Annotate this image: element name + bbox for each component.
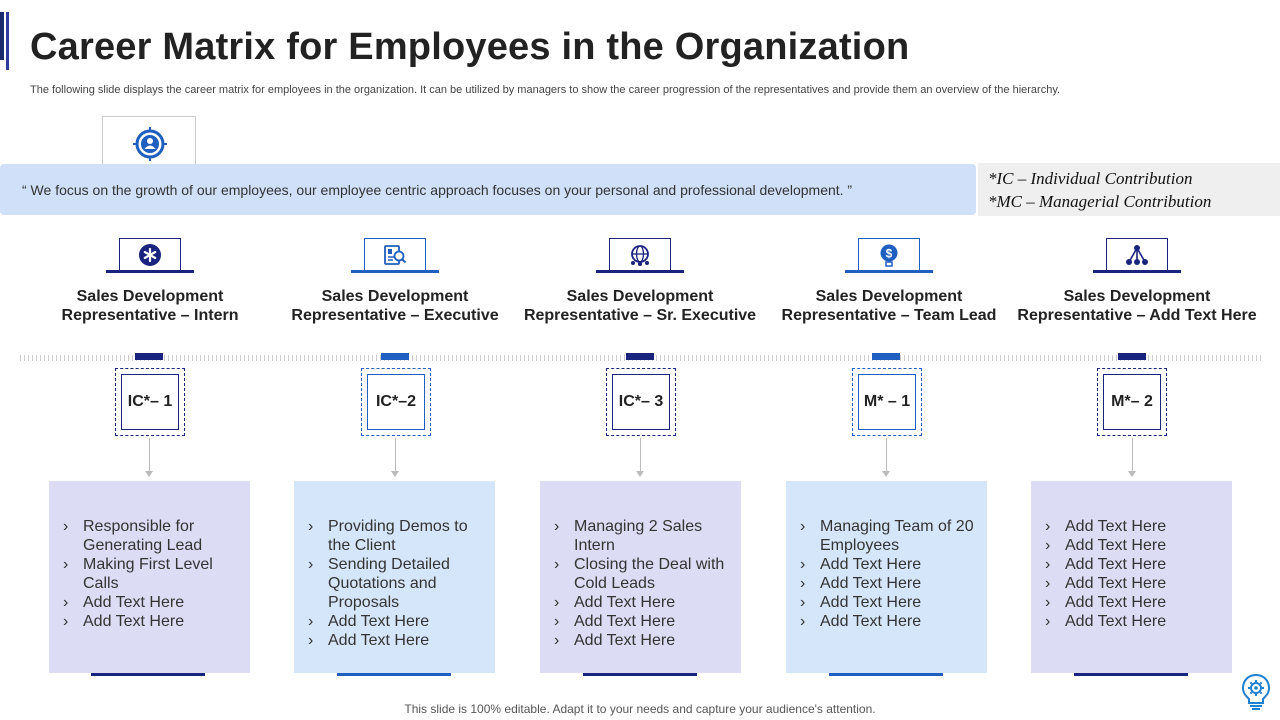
role-line-2: Representative – Executive xyxy=(291,307,499,324)
card-underline xyxy=(583,673,697,676)
list-item: › Add Text Here xyxy=(800,612,977,631)
connector-line xyxy=(395,438,396,474)
list-item: › Managing 2 Sales Intern xyxy=(554,517,731,555)
level-label: IC*–2 xyxy=(367,374,425,430)
list-item: › Add Text Here xyxy=(1045,593,1222,612)
responsibility-card-2 xyxy=(294,481,495,673)
list-item: › Add Text Here xyxy=(1045,612,1222,631)
role-title xyxy=(252,287,538,325)
dollar-bulb-icon xyxy=(877,243,901,267)
connector-line xyxy=(886,438,887,474)
responsibility-list xyxy=(554,517,731,650)
list-item: › Managing Team of 20 Employees xyxy=(800,517,977,555)
monitor-base xyxy=(596,270,684,273)
list-item: › Sending Detailed Quotations and Proposals xyxy=(308,555,485,612)
list-item: › Add Text Here xyxy=(308,612,485,631)
role-monitor-frame xyxy=(119,238,181,270)
timeline-marker xyxy=(381,353,409,360)
connector-line xyxy=(149,438,150,474)
level-badge-3 xyxy=(606,368,676,436)
card-underline xyxy=(1074,673,1188,676)
id-card-search-icon xyxy=(383,243,407,267)
connector-arrow xyxy=(636,471,644,477)
connector-line xyxy=(1132,438,1133,474)
role-monitor-frame xyxy=(609,238,671,270)
legend-mc: *MC – Managerial Contribution xyxy=(988,192,1212,211)
role-line-1: Sales Development xyxy=(76,288,224,305)
responsibility-card-4 xyxy=(786,481,987,673)
page-title: Career Matrix for Employees in the Organization xyxy=(30,26,910,68)
card-underline xyxy=(829,673,943,676)
level-label: M*– 2 xyxy=(1103,374,1161,430)
list-item: › Providing Demos to the Client xyxy=(308,517,485,555)
monitor-base xyxy=(1093,270,1181,273)
list-item: › Add Text Here xyxy=(308,631,485,650)
card-underline xyxy=(91,673,205,676)
page-subtitle: The following slide displays the career matrix for employees in the organization. It can be utilized by managers to show the career progression of the representatives and provide them an overview of the hierarchy. xyxy=(30,84,1061,96)
title-accent-bar-secondary xyxy=(6,12,9,70)
role-title xyxy=(497,287,783,325)
level-label: M* – 1 xyxy=(858,374,916,430)
role-line-2: Representative – Intern xyxy=(61,307,239,324)
hierarchy-nodes-icon xyxy=(1125,243,1149,267)
level-badge-1 xyxy=(115,368,185,436)
monitor-base xyxy=(845,270,933,273)
role-title xyxy=(7,287,293,325)
role-line-2: Representative – Add Text Here xyxy=(1017,307,1257,324)
connector-arrow xyxy=(391,471,399,477)
role-line-1: Sales Development xyxy=(815,288,963,305)
star-badge-icon xyxy=(138,243,162,267)
responsibility-card-5 xyxy=(1031,481,1232,673)
timeline-marker xyxy=(872,353,900,360)
role-monitor-frame xyxy=(364,238,426,270)
list-item: › Add Text Here xyxy=(800,574,977,593)
quote-banner xyxy=(0,164,976,215)
list-item: › Closing the Deal with Cold Leads xyxy=(554,555,731,593)
list-item: › Add Text Here xyxy=(63,612,240,631)
connector-arrow xyxy=(145,471,153,477)
list-item: › Add Text Here xyxy=(800,593,977,612)
list-item: › Add Text Here xyxy=(800,555,977,574)
role-line-2: Representative – Sr. Executive xyxy=(523,307,757,324)
svg-text:$: $ xyxy=(885,246,893,260)
list-item: › Add Text Here xyxy=(1045,517,1222,536)
level-badge-2 xyxy=(361,368,431,436)
lightbulb-gear-icon xyxy=(1238,672,1274,712)
timeline-marker xyxy=(626,353,654,360)
role-monitor-frame xyxy=(858,238,920,270)
timeline-marker xyxy=(135,353,163,360)
card-underline xyxy=(337,673,451,676)
list-item: › Add Text Here xyxy=(1045,574,1222,593)
role-monitor-frame xyxy=(1106,238,1168,270)
legend-ic: *IC – Individual Contribution xyxy=(988,169,1193,188)
monitor-base xyxy=(106,270,194,273)
list-item: › Making First Level Calls xyxy=(63,555,240,593)
role-line-2: Representative – Team Lead xyxy=(781,307,997,324)
level-badge-4 xyxy=(852,368,922,436)
level-label: IC*– 3 xyxy=(612,374,670,430)
responsibility-list xyxy=(63,517,240,631)
responsibility-list xyxy=(800,517,977,631)
role-title xyxy=(994,287,1280,325)
quote-text: “ We focus on the growth of our employees, our employee centric approach focuses on your personal and professional development. ” xyxy=(22,181,853,198)
list-item: › Add Text Here xyxy=(63,593,240,612)
legend-box xyxy=(978,163,1280,216)
role-title xyxy=(746,287,1032,325)
list-item: › Responsible for Generating Lead xyxy=(63,517,240,555)
connector-arrow xyxy=(1128,471,1136,477)
target-user-icon xyxy=(133,127,167,161)
list-item: › Add Text Here xyxy=(554,631,731,650)
logo-tab xyxy=(102,116,196,166)
connector-arrow xyxy=(882,471,890,477)
list-item: › Add Text Here xyxy=(554,593,731,612)
responsibility-list xyxy=(1045,517,1222,631)
connector-line xyxy=(640,438,641,474)
responsibility-card-1 xyxy=(49,481,250,673)
network-globe-icon xyxy=(628,243,652,267)
title-accent-bar xyxy=(0,12,4,60)
role-line-1: Sales Development xyxy=(321,288,469,305)
list-item: › Add Text Here xyxy=(1045,536,1222,555)
level-badge-5 xyxy=(1097,368,1167,436)
footer-note: This slide is 100% editable. Adapt it to your needs and capture your audience's attention. xyxy=(404,702,876,716)
monitor-base xyxy=(351,270,439,273)
responsibility-list xyxy=(308,517,485,650)
responsibility-card-3 xyxy=(540,481,741,673)
timeline-marker xyxy=(1118,353,1146,360)
list-item: › Add Text Here xyxy=(554,612,731,631)
role-line-1: Sales Development xyxy=(566,288,714,305)
level-label: IC*– 1 xyxy=(121,374,179,430)
role-line-1: Sales Development xyxy=(1063,288,1211,305)
list-item: › Add Text Here xyxy=(1045,555,1222,574)
